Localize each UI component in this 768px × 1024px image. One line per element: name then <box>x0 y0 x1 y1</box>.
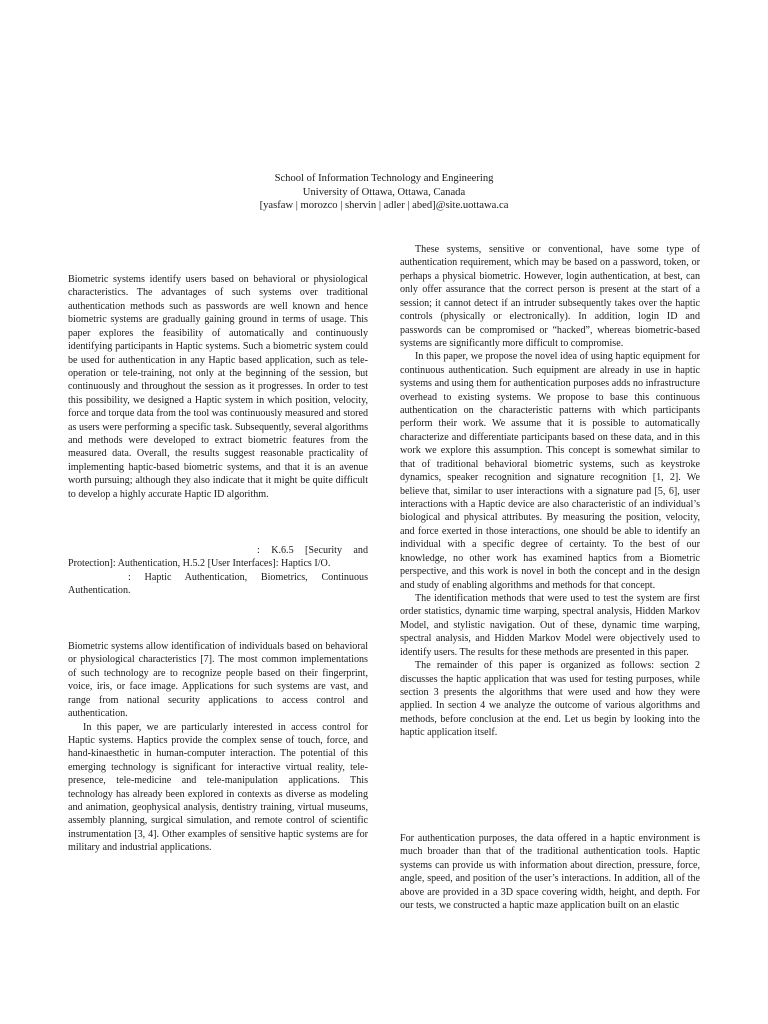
intro-paragraph: The identification methods that were used to test the system are first order statistics, dynamic time warping, spectral analysis, Hidden Markov Model, and stylistic navigation. Out of these, dynamic time warping, spectral analysis, and Hidden Markov Model were objectively used to identify users. The results for these methods are presented in this paper. <box>400 592 700 658</box>
intro-paragraph: In this paper, we propose the novel idea of using haptic equipment for continuous authentication. Such equipment are already in use in haptic systems and using them for authentication purposes adds no infrastructure overhead to existing systems. We propose to base this continuous authentication on the characteristic patterns with which participants perform their work. We assume that it is possible to automatically characterize and differentiate participants based on these data, and in this work we explore this assumption. This concept is somewhat similar to that of traditional behavioral biometric systems, such as keystroke dynamics, speaker recognition and signature recognition [1, 2]. We believe that, similar to user interactions with a signature pad [5, 6], user interactions with a Haptic device are also characteristic of an individual’s biological and physical attributes. By measuring the position, velocity, and force exerted in those interactions, one should be able to identify an individual with a specific degree of certainty. To the best of our knowledge, no other work has examined haptics from a Biometric perspective, and this work is novel in both the concept and in the design and study of enabling algorithms and methods for that concept. <box>400 351 700 591</box>
intro-paragraph: In this paper, we are particularly interested in access control for Haptic systems. Haptics provide the complex sense of touch, force, and hand-kinaesthetic in human-computer interaction. The potential of this emerging technology is significant for interactive virtual reality, tele-presence, tele-medicine and tele-manipulation applications. This technology has already been explored in contexts as diverse as modeling and animation, geophysical analysis, dentistry training, virtual museums, assembly planning, surgical simulation, and remote control of scientific instrumentation [3, 4]. Other examples of sensitive haptic systems are for military and industrial applications. <box>68 721 368 854</box>
author-affiliation <box>184 172 584 213</box>
section-2-text: For authentication purposes, the data offered in a haptic environment is much broader than that of the traditional authentication tools. Haptic systems can provide us with information about direction, pressure, force, angle, speed, and position of the user’s interactions. In addition, all of the above are provided in a 3D space covering width, height, and depth. For our tests, we constructed a haptic maze application built on an elastic <box>400 833 700 912</box>
categories-text: : K.6.5 [Security and Protection]: Authentication, H.5.2 [User Interfaces]: Haptics I/O. <box>68 545 368 570</box>
abstract-text: Biometric systems identify users based on behavioral or physiological characteristics. The advantages of such systems over traditional authentication methods such as passwords are well known and hence biometric systems are gradually gaining ground in terms of usage. This paper explores the feasibility of automatically and continuously identifying participants in Haptic systems. Such a biometric system could be used for authentication in any Haptic based application, such as tele-operation or tele-training, not only at the beginning of the session, but continuously and throughout the session as it progresses. In order to test this possibility, we designed a Haptic system in which position, velocity, force and torque data from the tool was continuously measured and stored as users were performing a specific task. Subsequently, several algorithms and methods were developed to extract biometric features from the measured data. Overall, the results suggest reasonable practicality of implementing haptic-based biometric systems, and that it is an avenue worth pursuing; although they also indicate that it might be quite difficult to develop a highly accurate Haptic ID algorithm. <box>68 274 368 500</box>
categories-line <box>68 544 368 571</box>
keywords-line <box>68 571 368 598</box>
introduction-left <box>68 640 368 855</box>
intro-paragraph: Biometric systems allow identification of individuals based on behavioral or physiological characteristics [7]. The most common implementations of such technology are to recognize people based on their fingerprint, voice, iris, or face image. Applications for such systems are vast, and range from national security applications to access control and authentication. <box>68 641 368 720</box>
affiliation-emails: [yasfaw | morozco | shervin | adler | abed]@site.uottawa.ca <box>259 200 509 212</box>
intro-paragraph: The remainder of this paper is organized as follows: section 2 discusses the haptic application that was used for testing purposes, while section 3 presents the algorithms that were used and how they were applied. In section 4 we analyze the outcome of various algorithms and methods, before conclusion at the end. Let us begin by looking into the haptic application itself. <box>400 660 700 739</box>
intro-paragraph: These systems, sensitive or conventional, have some type of authentication requirement, which may be based on a password, token, or perhaps a physical biometric. However, login authentication, at best, can only offer assurance that the correct person is present at the start of a session; it cannot detect if an intruder subsequently takes over the haptic controls (physically or electronically). In addition, login ID and passwords can be compromised or “hacked”, whereas biometric-based systems are significantly more difficult to compromise. <box>400 244 700 349</box>
keywords-text: : Haptic Authentication, Biometrics, Continuous Authentication. <box>68 571 368 597</box>
keywords-section <box>68 544 368 598</box>
abstract-section <box>68 273 368 501</box>
affiliation-university: University of Ottawa, Ottawa, Canada <box>302 186 466 198</box>
affiliation-school: School of Information Technology and Engineering <box>274 173 494 184</box>
section-2 <box>400 832 700 913</box>
introduction-right <box>400 243 700 740</box>
